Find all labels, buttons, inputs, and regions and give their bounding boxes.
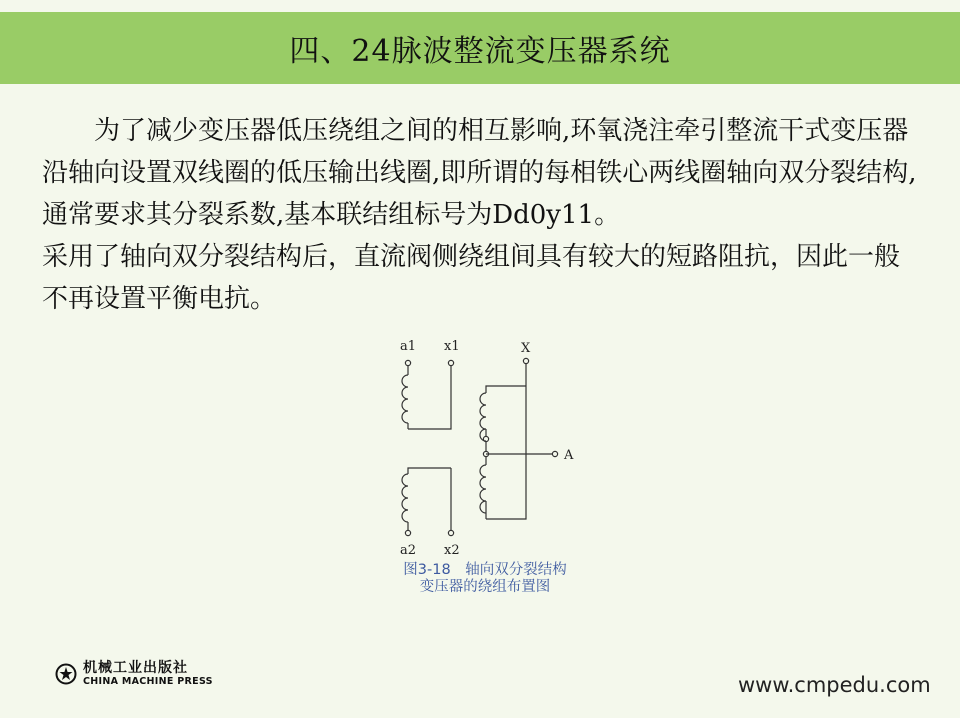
- paragraph-1: 为了减少变压器低压绕组之间的相互影响,环氧浇注牵引整流干式变压器沿轴向设置双线圈的低压输出线圈,即所谓的每相铁心两线圈轴向双分裂结构,通常要求其分裂系数,基本联结组标号为Dd0y11。: [42, 116, 917, 230]
- terminal-A-dot: [552, 451, 557, 456]
- hv-lower-coil: [480, 465, 486, 513]
- terminal-a1-dot: [405, 360, 410, 365]
- label-a1: a1: [400, 339, 417, 354]
- terminal-x1-dot: [448, 360, 453, 365]
- body-text: [42, 110, 922, 320]
- terminal-x2-dot: [448, 530, 453, 535]
- hv-bottom-link: [486, 386, 526, 519]
- lower-lv-coil: [402, 474, 408, 522]
- title-bar: [0, 12, 960, 84]
- upper-lv-bottom: [408, 366, 451, 429]
- caption-line-2: 变压器的绕组布置图: [419, 579, 551, 595]
- caption-line-1: 图3-18 轴向双分裂结构: [403, 562, 567, 578]
- paragraph-2: 采用了轴向双分裂结构后，直流阀侧绕组间具有较大的短路阻抗，因此一般不再设置平衡电抗。: [42, 242, 901, 314]
- hv-top-link: [486, 386, 526, 393]
- label-a2: a2: [400, 543, 417, 558]
- publisher-block: [55, 660, 213, 687]
- publisher-logo-icon: [55, 663, 77, 685]
- winding-diagram: [378, 333, 608, 561]
- terminal-a2-dot: [405, 530, 410, 535]
- terminal-X-dot: [523, 358, 528, 363]
- label-x2: x2: [444, 543, 460, 558]
- slide-title: 四、24脉波整流变压器系统: [289, 34, 671, 69]
- lower-lv-top: [408, 468, 451, 474]
- publisher-name-en: CHINA MACHINE PRESS: [83, 676, 213, 687]
- figure-caption: [360, 562, 610, 596]
- publisher-name-cn: 机械工业出版社: [83, 660, 188, 676]
- website-link[interactable]: www.cmpedu.com: [738, 673, 931, 697]
- label-x1: x1: [444, 339, 460, 354]
- upper-lv-coil: [402, 375, 408, 423]
- hv-upper-coil: [480, 393, 486, 441]
- label-A: A: [564, 448, 574, 463]
- label-X: X: [521, 341, 531, 356]
